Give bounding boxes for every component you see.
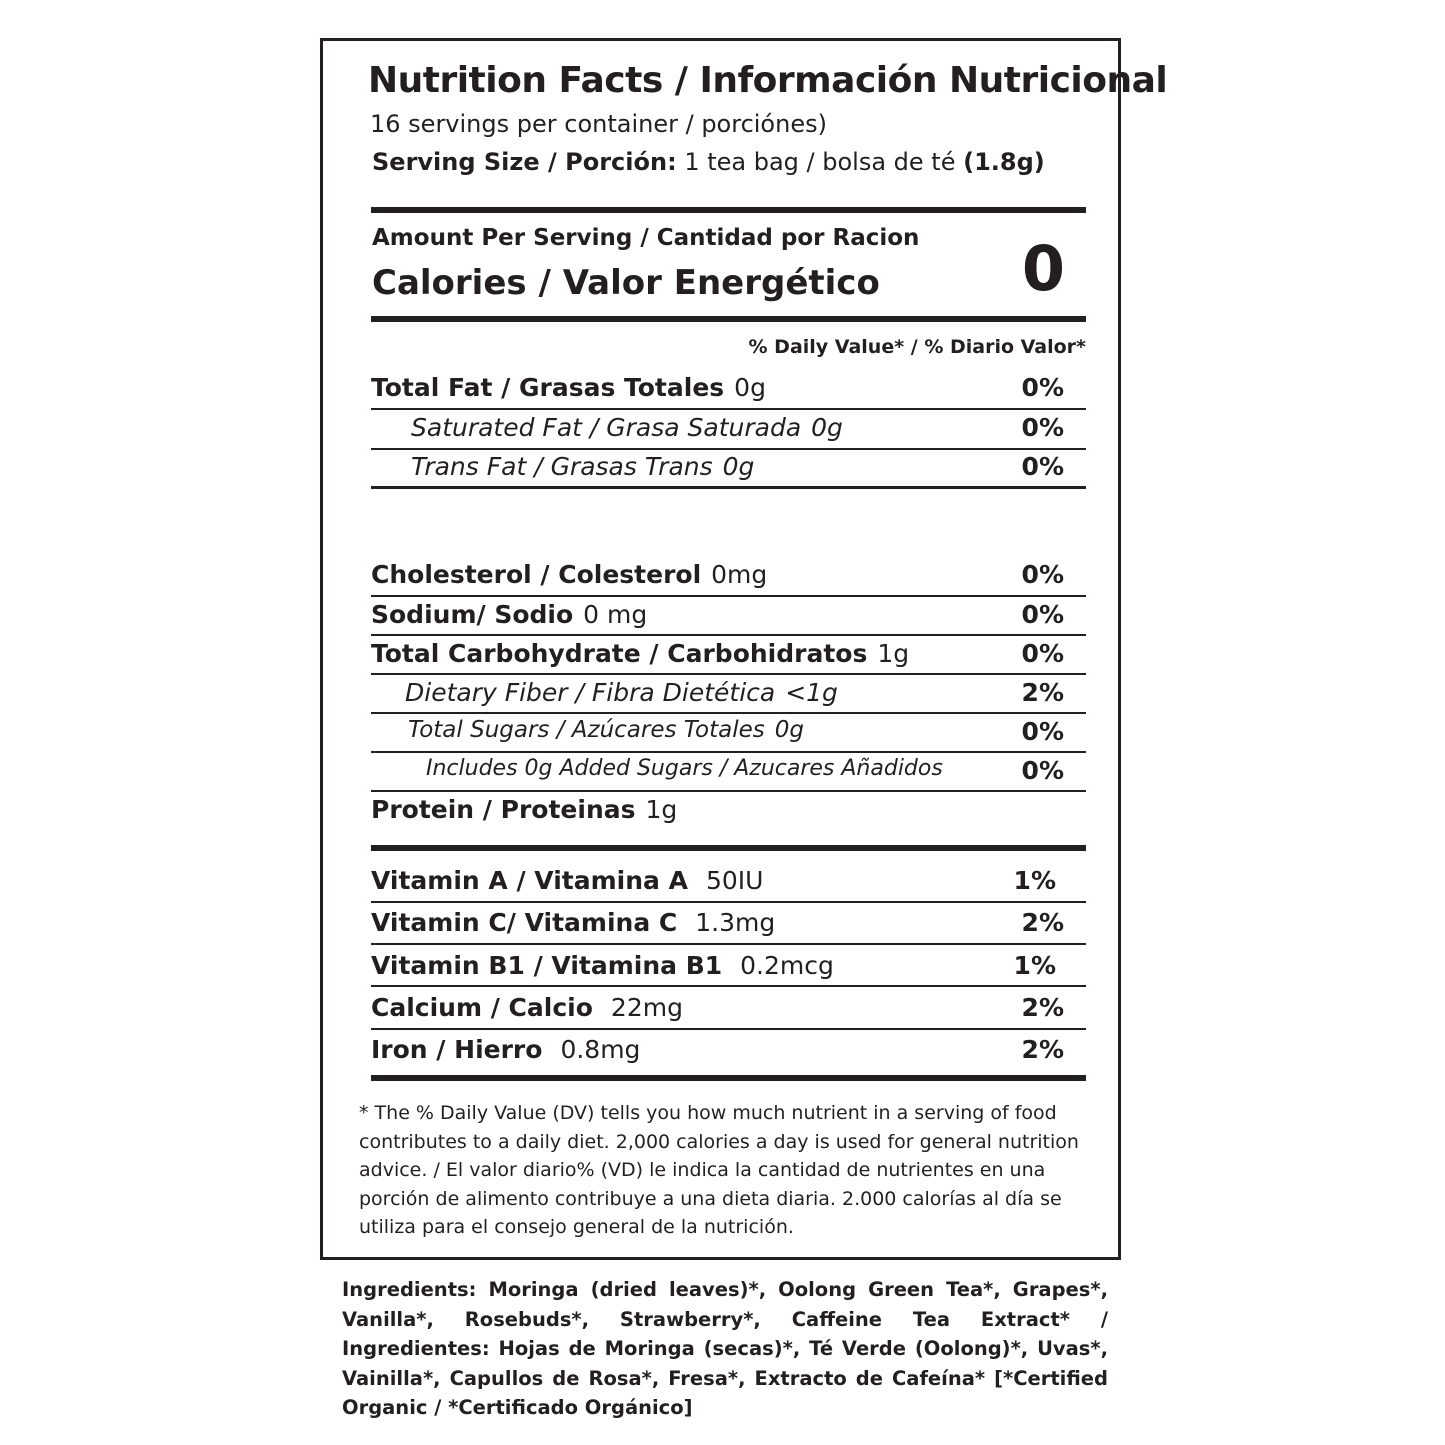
thick-divider: [371, 207, 1086, 213]
vitamin-percent: 2%: [1021, 993, 1064, 1022]
servings-per-container: 16 servings per container / porciónes): [370, 110, 827, 138]
nutrient-percent: 0%: [1021, 756, 1064, 785]
vitamin-amount: 0.2mcg: [740, 951, 834, 980]
row-divider: [371, 712, 1086, 714]
vitamin-row-calcium: [371, 993, 1086, 1022]
row-divider: [371, 634, 1086, 636]
vitamin-name: Vitamin A / Vitamina A: [371, 866, 688, 895]
nutrient-name: Trans Fat / Grasas Trans: [411, 452, 713, 481]
nutrient-name: Dietary Fiber / Fibra Dietética: [405, 678, 776, 707]
row-divider: [371, 751, 1086, 753]
nutrient-amount: 0g: [774, 717, 804, 743]
nutrient-amount: 0g: [734, 373, 766, 402]
nutrient-amount: <1g: [785, 678, 838, 707]
vitamin-row-vitamin-a: [371, 866, 1086, 895]
nutrient-amount: 0mg: [711, 560, 768, 589]
label-title: Nutrition Facts / Información Nutricional: [368, 60, 1168, 101]
row-divider: [371, 673, 1086, 675]
nutrient-name: Saturated Fat / Grasa Saturada: [411, 413, 802, 442]
nutrient-amount: 1g: [645, 795, 678, 824]
nutrient-percent: 0%: [1021, 639, 1064, 668]
nutrient-percent: 2%: [1021, 678, 1064, 707]
nutrient-percent: 0%: [1021, 413, 1064, 442]
nutrient-row-saturated-fat: [371, 413, 1086, 442]
vitamin-percent: 1%: [1013, 951, 1056, 980]
nutrient-row-added-sugars: [371, 756, 1086, 785]
nutrient-name: Cholesterol / Colesterol: [371, 560, 702, 589]
nutrient-row-trans-fat: [371, 452, 1086, 481]
row-divider: [371, 901, 1086, 903]
nutrient-percent: 0%: [1021, 560, 1064, 589]
nutrient-name: Total Fat / Grasas Totales: [371, 373, 725, 402]
nutrient-row-total-sugars: [371, 717, 1086, 746]
vitamin-name: Vitamin B1 / Vitamina B1: [371, 951, 723, 980]
vitamin-row-iron: [371, 1035, 1086, 1064]
vitamin-name: Vitamin C/ Vitamina C: [371, 908, 678, 937]
row-divider: [371, 985, 1086, 987]
row-divider: [371, 1028, 1086, 1030]
nutrient-row-total-fat: [371, 373, 1086, 402]
ingredients-list: Ingredients: Moringa (dried leaves)*, Oolong Green Tea*, Grapes*, Vanilla*, Rosebuds*, Strawberry*, Caffeine Tea Extract* / Ingredientes: Hojas de Moringa (secas)*, Té Verde (Oolong)*, Uvas*, Vainilla*, Capullos de Rosa*, Fresa*, Extracto de Cafeína* [*Certified Organic / *Certificado Orgánico]: [342, 1278, 1108, 1419]
nutrient-row-sodium: [371, 600, 1086, 629]
vitamin-amount: 0.8mg: [560, 1035, 641, 1064]
nutrient-percent: 0%: [1021, 600, 1064, 629]
nutrient-name: Protein / Proteinas: [371, 795, 636, 824]
calories-label: Calories / Valor Energético: [372, 263, 880, 303]
nutrient-amount: 1g: [877, 639, 910, 668]
nutrient-row-protein: [371, 795, 1086, 824]
vitamin-percent: 1%: [1013, 866, 1056, 895]
thick-divider: [371, 316, 1086, 322]
nutrient-name: Total Carbohydrate / Carbohidratos: [371, 639, 868, 668]
row-divider: [371, 448, 1086, 450]
vitamin-amount: 1.3mg: [695, 908, 776, 937]
vitamin-row-vitamin-b1: [371, 951, 1086, 980]
nutrient-name: Sodium/ Sodio: [371, 600, 574, 629]
serving-size: [372, 148, 1045, 176]
nutrient-percent: 0%: [1021, 717, 1064, 746]
row-divider: [371, 790, 1086, 792]
row-divider: [371, 486, 1086, 489]
nutrient-percent: 0%: [1021, 452, 1064, 481]
row-divider: [371, 595, 1086, 597]
serving-size-weight: (1.8g): [963, 148, 1045, 176]
vitamin-percent: 2%: [1021, 908, 1064, 937]
nutrient-row-cholesterol: [371, 560, 1086, 589]
nutrient-percent: 0%: [1021, 373, 1064, 402]
nutrient-name: Total Sugars / Azúcares Totales: [408, 717, 765, 743]
vitamin-name: Iron / Hierro: [371, 1035, 543, 1064]
row-divider: [371, 943, 1086, 945]
amount-per-serving: Amount Per Serving / Cantidad por Racion: [372, 225, 920, 251]
serving-size-label: Serving Size / Porción:: [372, 148, 677, 176]
vitamin-name: Calcium / Calcio: [371, 993, 593, 1022]
calories-value: 0: [1021, 232, 1065, 305]
vitamin-row-vitamin-c: [371, 908, 1086, 937]
row-divider: [371, 408, 1086, 410]
daily-value-footnote: * The % Daily Value (DV) tells you how much nutrient in a serving of food contributes to a daily diet. 2,000 calories a day is used for general nutrition advice. / El valor diario% (VD) le indica la cantidad de nutrientes en una porción de alimento contribuye a una dieta diaria. 2.000 calorías al día se utiliza para el consejo general de la nutrición.: [359, 1102, 1079, 1238]
vitamin-percent: 2%: [1021, 1035, 1064, 1064]
daily-value-header: % Daily Value* / % Diario Valor*: [748, 336, 1086, 358]
nutrient-amount: 0g: [722, 452, 755, 481]
nutrient-amount: 0 mg: [583, 600, 648, 629]
thick-divider: [371, 1075, 1086, 1081]
nutrient-row-total-carbohydrate: [371, 639, 1086, 668]
serving-size-value: 1 tea bag / bolsa de té: [684, 148, 956, 176]
nutrient-row-dietary-fiber: [371, 678, 1086, 707]
vitamin-amount: 50IU: [705, 866, 764, 895]
vitamin-amount: 22mg: [610, 993, 683, 1022]
nutrient-amount: 0g: [811, 413, 843, 442]
thick-divider: [371, 845, 1086, 851]
nutrient-name: Includes 0g Added Sugars / Azucares Añadidos: [426, 756, 943, 781]
